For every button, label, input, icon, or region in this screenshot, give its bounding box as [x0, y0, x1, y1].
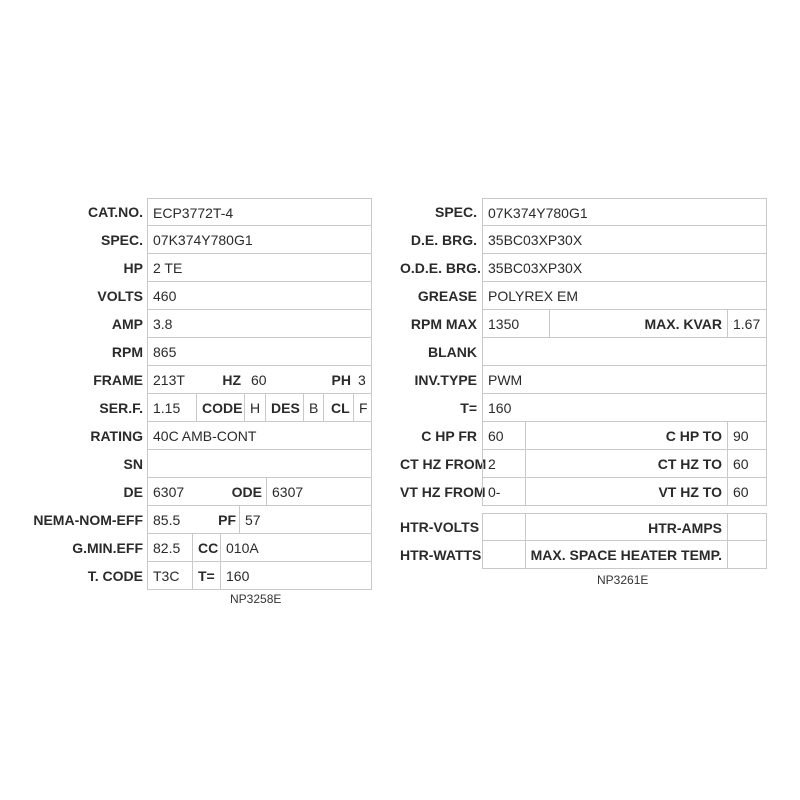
separator — [303, 394, 304, 421]
ode-brg-value: 35BC03XP30X — [482, 254, 767, 282]
vt-hz-from-value: 0- — [482, 478, 525, 506]
de-brg-value: 35BC03XP30X — [482, 226, 767, 254]
row-cat-no — [0, 198, 380, 226]
vt-hz-to-value: 60 — [727, 478, 767, 506]
t-equals-value: 160 — [226, 568, 250, 584]
row-inv-type — [400, 366, 780, 394]
volts-value: 460 — [147, 282, 372, 310]
htr-volts-value — [482, 513, 525, 541]
vt-hz-to-label: VT HZ TO — [525, 478, 727, 506]
row-g-min-eff — [0, 534, 380, 562]
row-vt-hz — [400, 478, 780, 506]
des-value: B — [309, 400, 319, 416]
de-label: DE — [123, 484, 143, 500]
cl-label: CL — [331, 400, 350, 416]
htr-watts-value — [482, 541, 525, 569]
rating-value: 40C AMB-CONT — [147, 422, 372, 450]
t-label: T= — [460, 400, 477, 416]
max-kvar-value: 1.67 — [727, 310, 767, 338]
spec-label: SPEC. — [100, 232, 143, 248]
vt-hz-from-label: VT HZ FROM — [400, 484, 486, 500]
g-min-eff-label: G.MIN.EFF — [72, 540, 143, 556]
blank-value — [482, 338, 767, 366]
pf-value: 57 — [245, 512, 261, 528]
separator — [266, 478, 267, 505]
c-hp-to-value: 90 — [727, 422, 767, 450]
ser-f-label: SER.F. — [99, 400, 143, 416]
spec-label: SPEC. — [434, 204, 477, 220]
c-hp-fr-value: 60 — [482, 422, 525, 450]
ct-hz-from-label: CT HZ FROM — [400, 456, 487, 472]
row-de-brg — [400, 226, 780, 254]
g-min-eff-value: 82.5 — [153, 540, 181, 556]
ct-hz-from-value: 2 — [482, 450, 525, 478]
gmin-cell — [147, 534, 372, 562]
max-space-heater-temp-value — [727, 541, 767, 569]
separator — [196, 394, 197, 421]
pf-label: PF — [218, 512, 236, 528]
row-c-hp — [400, 422, 780, 450]
ode-label: ODE — [231, 484, 262, 500]
ode-value: 6307 — [272, 484, 304, 500]
blank-label: BLANK — [428, 344, 477, 360]
max-space-heater-temp-label: MAX. SPACE HEATER TEMP. — [525, 541, 727, 569]
separator — [192, 534, 193, 561]
htr-amps-value — [727, 513, 767, 541]
right-plate-caption: NP3261E — [597, 573, 649, 587]
sn-value — [147, 450, 372, 478]
hp-value: 2 TE — [147, 254, 372, 282]
c-hp-fr-label: C HP FR — [421, 428, 477, 444]
code-value: H — [250, 400, 261, 416]
tcode-cell — [147, 562, 372, 590]
amp-label: AMP — [111, 316, 143, 332]
row-rating — [0, 422, 380, 450]
left-plate-caption: NP3258E — [230, 592, 282, 606]
row-t-code — [0, 562, 380, 590]
row-ser-f — [0, 394, 380, 422]
des-label: DES — [271, 400, 300, 416]
de-brg-label: D.E. BRG. — [410, 232, 477, 248]
cc-label: CC — [198, 540, 219, 556]
row-volts — [0, 282, 380, 310]
row-amp — [0, 310, 380, 338]
inv-type-value: PWM — [482, 366, 767, 394]
hz-label: HZ — [222, 372, 241, 388]
separator — [265, 394, 266, 421]
sn-label: SN — [123, 456, 143, 472]
separator — [220, 562, 221, 589]
hp-label: HP — [123, 260, 143, 276]
grease-label: GREASE — [417, 288, 477, 304]
t-code-value: T3C — [153, 568, 180, 584]
amp-value: 3.8 — [147, 310, 372, 338]
htr-amps-label: HTR-AMPS — [525, 513, 727, 541]
htr-watts-label: HTR-WATTS — [400, 547, 482, 563]
cc-value: 010A — [226, 540, 259, 556]
row-blank — [400, 338, 780, 366]
spec-value: 07K374Y780G1 — [147, 226, 372, 254]
ph-label: PH — [331, 372, 351, 388]
left-nameplate — [0, 198, 400, 618]
spec-value: 07K374Y780G1 — [482, 198, 767, 226]
de-value: 6307 — [153, 484, 185, 500]
rpm-value: 865 — [147, 338, 372, 366]
row-spec — [0, 226, 380, 254]
ct-hz-to-value: 60 — [727, 450, 767, 478]
de-cell — [147, 478, 372, 506]
cat-no-label: CAT.NO. — [88, 204, 143, 220]
t-code-label: T. CODE — [87, 568, 143, 584]
hz-value: 60 — [251, 372, 267, 388]
t-value: 160 — [482, 394, 767, 422]
row-hp — [0, 254, 380, 282]
row-sn — [0, 450, 380, 478]
separator — [220, 534, 221, 561]
code-label: CODE — [202, 400, 243, 416]
rpm-max-value: 1350 — [482, 310, 549, 338]
row-t — [400, 394, 780, 422]
ser-f-value: 1.15 — [153, 400, 181, 416]
row-ct-hz — [400, 450, 780, 478]
separator — [192, 562, 193, 589]
frame-cell — [147, 366, 372, 394]
separator — [353, 394, 354, 421]
rating-label: RATING — [90, 428, 143, 444]
ode-brg-label: O.D.E. BRG. — [400, 260, 481, 276]
nema-nom-eff-value: 85.5 — [153, 512, 181, 528]
nema-cell — [147, 506, 372, 534]
right-nameplate — [400, 198, 800, 618]
row-rpm-max — [400, 310, 780, 338]
row-spec — [400, 198, 780, 226]
ct-hz-to-label: CT HZ TO — [525, 450, 727, 478]
ser-f-cell — [147, 394, 372, 422]
max-kvar-label-cell: MAX. KVAR — [549, 310, 727, 338]
inv-type-label: INV.TYPE — [414, 372, 477, 388]
cat-no-value: ECP3772T-4 — [147, 198, 372, 226]
cl-value: F — [359, 400, 368, 416]
row-nema-nom-eff — [0, 506, 380, 534]
row-de — [0, 478, 380, 506]
htr-volts-label: HTR-VOLTS — [400, 519, 480, 535]
separator — [244, 394, 245, 421]
frame-value: 213T — [153, 372, 185, 388]
row-htr-watts — [400, 541, 780, 569]
rpm-label: RPM — [111, 344, 143, 360]
grease-value: POLYREX EM — [482, 282, 767, 310]
row-htr-volts — [400, 513, 780, 541]
row-rpm — [0, 338, 380, 366]
frame-label: FRAME — [93, 372, 143, 388]
row-ode-brg — [400, 254, 780, 282]
rpm-max-label: RPM MAX — [410, 316, 477, 332]
nema-nom-eff-label: NEMA-NOM-EFF — [33, 512, 143, 528]
separator — [239, 506, 240, 533]
t-equals-label: T= — [198, 568, 215, 584]
row-grease — [400, 282, 780, 310]
separator — [323, 394, 324, 421]
volts-label: VOLTS — [97, 288, 143, 304]
ph-value: 3 — [358, 372, 366, 388]
c-hp-to-label: C HP TO — [525, 422, 727, 450]
row-frame — [0, 366, 380, 394]
